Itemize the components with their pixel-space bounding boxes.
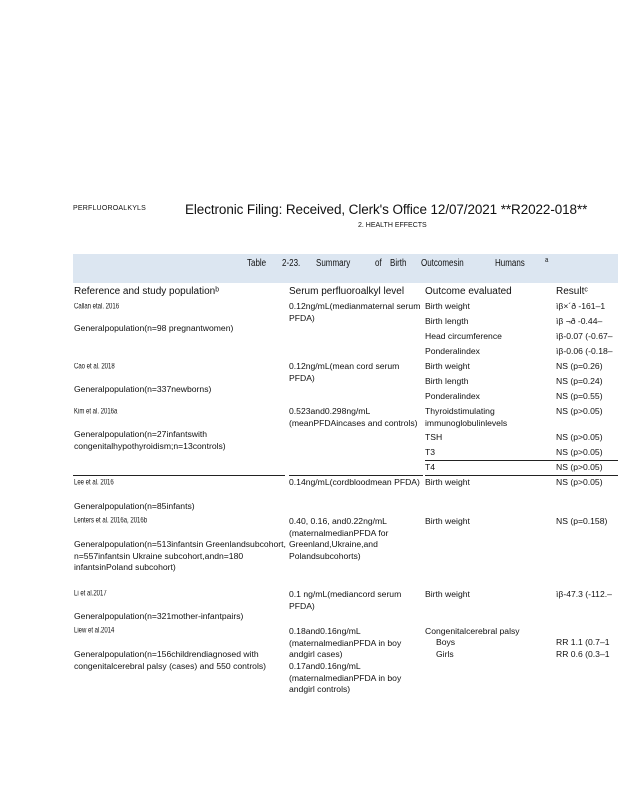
- reference-citation: Li et al.2017: [74, 590, 107, 599]
- reference-citation: Kim et al. 2016a: [74, 408, 118, 417]
- caption-word: Summary: [316, 257, 351, 269]
- outcome: Birth weight: [425, 516, 470, 526]
- result: NS (p>0.05): [556, 477, 603, 487]
- result: NS (p=0.24): [556, 376, 603, 386]
- reference-citation: Lee et al. 2016: [74, 479, 114, 488]
- outcome: Congenitalcerebral palsy: [425, 626, 520, 636]
- outcome: Head circumference: [425, 331, 502, 341]
- outcome: Birth weight: [425, 301, 470, 311]
- outcome: Ponderalindex: [425, 391, 480, 401]
- serum-level: 0.40, 0.16, and0.22ng/mL (maternalmedianPFDA for Greenland,Ukraine,and Polandsubcohorts): [289, 516, 389, 561]
- reference-citation: Lenters et al. 2016a, 2016b: [74, 517, 148, 526]
- result: RR 1.1 (0.7–1: [556, 637, 610, 647]
- filing-stamp: Electronic Filing: Received, Clerk's Office 12/07/2021 **R2022-018**: [185, 202, 588, 217]
- study-population: Generalpopulation(n=513infantsin Greenlandsubcohort, n=557infantsin Ukraine subcohort,andn=180 infantsinPoland subcohort): [74, 539, 286, 572]
- result: NS (p>0.05): [556, 432, 603, 442]
- table-rule: [73, 475, 285, 476]
- study-population: Generalpopulation(n=85infants): [74, 501, 195, 511]
- section-title: 2. HEALTH EFFECTS: [358, 222, 427, 229]
- study-population: Generalpopulation(n=321mother-infantpairs): [74, 611, 244, 621]
- study-population: Generalpopulation(n=27infantswith congenitalhypothyroidism;n=13controls): [74, 429, 226, 451]
- serum-level: 0.12ng/mL(medianmaternal serum PFDA): [289, 301, 421, 323]
- outcome: Birth weight: [425, 361, 470, 371]
- outcome: Ponderalindex: [425, 346, 480, 356]
- caption-number: 2-23.: [282, 257, 301, 269]
- caption-footnote-mark: a: [545, 257, 549, 265]
- reference-citation: Callan etal. 2016: [74, 303, 120, 312]
- study-population: Generalpopulation(n=156childrendiagnosed with congenitalcerebral palsy (cases) and 550 controls): [74, 649, 267, 671]
- column-header-result: Resultᶜ: [556, 286, 588, 297]
- result: NS (p=0.158): [556, 516, 608, 526]
- caption-label: Table: [247, 257, 267, 269]
- running-head: PERFLUOROALKYLS: [73, 205, 147, 212]
- result: NS (p=0.26): [556, 361, 603, 371]
- outcome: TSH: [425, 432, 443, 442]
- result: NS (p>0.05): [556, 406, 603, 416]
- outcome-subgroup: Boys: [436, 637, 456, 647]
- result: RR 0.6 (0.3–1: [556, 649, 610, 659]
- reference-citation: Liew et al.2014: [74, 627, 115, 636]
- outcome: Birth weight: [425, 589, 470, 599]
- caption-word: Outcomesin: [421, 257, 464, 269]
- table-rule: [425, 460, 618, 461]
- outcome: T3: [425, 447, 436, 457]
- reference-citation: Cao et al. 2018: [74, 363, 115, 372]
- outcome: Thyroidstimulating immunoglobulinlevels: [425, 406, 508, 428]
- outcome: Birth weight: [425, 477, 470, 487]
- column-header-reference: Reference and study populationᵇ: [74, 286, 219, 297]
- result: ìβ-0.07 (-0.67–: [556, 331, 613, 341]
- serum-level: 0.523and0.298ng/mL (meanPFDAincases and controls): [289, 406, 418, 428]
- result: ìβ-47.3 (-112.–: [556, 589, 612, 599]
- study-population: Generalpopulation(n=98 pregnantwomen): [74, 323, 234, 333]
- serum-level-cases: 0.18and0.16ng/mL (maternalmedianPFDA in boy andgirl cases): [289, 626, 402, 659]
- outcome-subgroup: Girls: [436, 649, 454, 659]
- result: NS (p>0.05): [556, 462, 603, 472]
- column-header-outcome: Outcome evaluated: [425, 286, 512, 297]
- serum-level-controls: 0.17and0.16ng/mL (maternalmedianPFDA in boy andgirl controls): [289, 661, 402, 694]
- table-rule: [425, 475, 618, 476]
- serum-level: 0.1 ng/mL(mediancord serum PFDA): [289, 589, 402, 611]
- result: NS (p>0.05): [556, 447, 603, 457]
- caption-word: Humans: [495, 257, 525, 269]
- result: ìβ ¬ð -0.44–: [556, 316, 603, 326]
- result: ìβ×´ð -161–1: [556, 301, 606, 311]
- caption-word: of: [375, 257, 382, 269]
- result: NS (p=0.55): [556, 391, 603, 401]
- study-population: Generalpopulation(n=337newborns): [74, 384, 212, 394]
- table-rule: [289, 475, 423, 476]
- caption-word: Birth: [390, 257, 407, 269]
- outcome: Birth length: [425, 316, 469, 326]
- serum-level: 0.14ng/mL(cordbloodmean PFDA): [289, 477, 420, 487]
- result: ìβ-0.06 (-0.18–: [556, 346, 613, 356]
- outcome: Birth length: [425, 376, 469, 386]
- column-header-serum-level: Serum perfluoroalkyl level: [289, 286, 405, 297]
- outcome: T4: [425, 462, 436, 472]
- serum-level: 0.12ng/mL(mean cord serum PFDA): [289, 361, 400, 383]
